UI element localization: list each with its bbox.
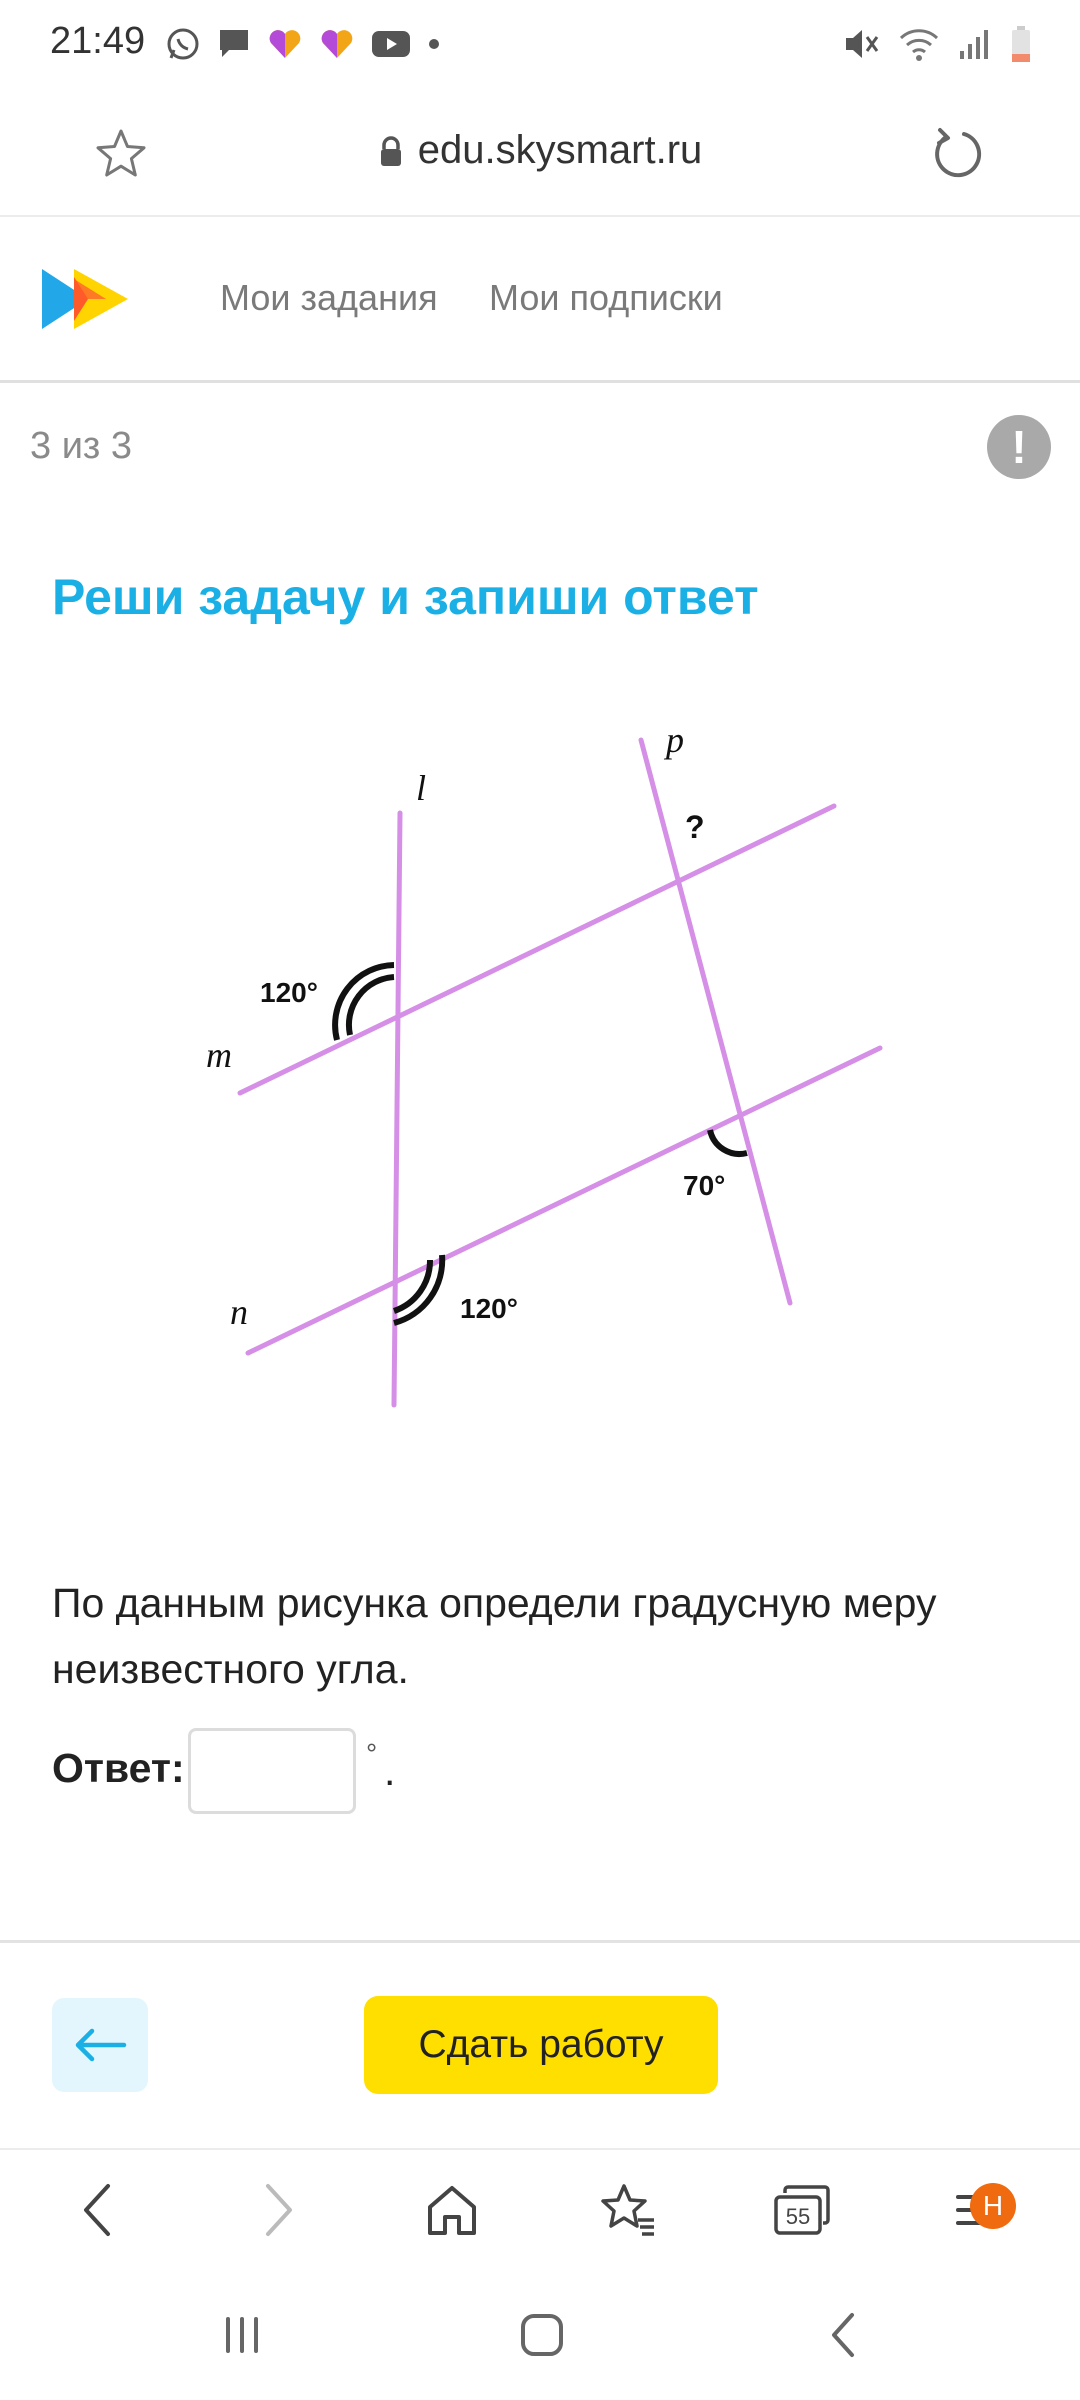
browser-tabs-button[interactable] — [752, 2160, 852, 2260]
whatsapp-icon — [165, 26, 201, 62]
line-n — [248, 1048, 880, 1353]
notification-icons — [165, 24, 441, 64]
back-button[interactable] — [52, 1998, 148, 2092]
browser-address-bar — [0, 90, 1080, 217]
url-text: edu.skysmart.ru — [417, 128, 703, 172]
status-bar — [0, 0, 1080, 90]
arc-top-left-inner — [349, 977, 394, 1035]
system-back-button[interactable] — [784, 2285, 904, 2385]
angle-label-bottom-right: 70° — [683, 1170, 726, 1201]
degree-symbol: ° — [366, 1738, 378, 1769]
system-icons — [842, 22, 1032, 66]
home-square-icon — [518, 2311, 566, 2359]
message-icon — [217, 27, 251, 61]
tabs-icon — [773, 2184, 831, 2236]
site-header — [0, 217, 1080, 383]
home-icon — [424, 2183, 480, 2237]
answer-input[interactable] — [188, 1728, 356, 1814]
browser-bookmarks-button[interactable] — [578, 2160, 678, 2260]
line-l — [394, 813, 400, 1405]
reload-icon[interactable] — [930, 126, 986, 182]
heart-app-icon — [267, 27, 303, 61]
url-field[interactable] — [0, 128, 1080, 173]
status-time: 21:49 — [50, 20, 146, 62]
browser-back-button[interactable] — [48, 2160, 148, 2260]
lock-icon — [378, 136, 404, 168]
chevron-right-icon — [258, 2182, 298, 2238]
arrow-left-icon — [72, 2027, 128, 2063]
divider — [0, 1940, 1080, 1943]
browser-home-button[interactable] — [402, 2160, 502, 2260]
heart-app-icon — [319, 27, 355, 61]
wifi-icon — [898, 26, 940, 62]
youtube-icon — [371, 29, 411, 59]
label-line-m: m — [206, 1035, 232, 1075]
answer-period: . — [384, 1748, 396, 1794]
line-p — [641, 740, 790, 1303]
mute-icon — [842, 25, 880, 63]
menu-icon-wrapper — [952, 2187, 1008, 2233]
browser-menu-button[interactable] — [930, 2160, 1030, 2260]
label-line-p: p — [666, 720, 684, 760]
answer-label: Ответ: — [52, 1745, 185, 1791]
submit-work-button[interactable]: Сдать работу — [364, 1996, 718, 2094]
browser-forward-button[interactable] — [228, 2160, 328, 2260]
recent-apps-icon — [220, 2313, 264, 2357]
label-line-l: l — [416, 768, 427, 808]
angle-label-unknown: ? — [685, 809, 705, 845]
back-chevron-icon — [826, 2311, 862, 2359]
nav-my-tasks[interactable]: Мои задания — [220, 277, 438, 318]
dot-icon — [427, 37, 441, 51]
browser-toolbar — [0, 2148, 1080, 2290]
angle-label-bottom-left: 120° — [460, 1293, 518, 1324]
nav-my-subscriptions[interactable]: Мои подписки — [489, 277, 723, 318]
line-m — [240, 806, 834, 1093]
geometry-figure — [180, 710, 900, 1430]
task-progress: 3 из 3 — [30, 425, 133, 467]
menu-notification-badge: H — [970, 2183, 1016, 2229]
home-button[interactable] — [482, 2285, 602, 2385]
recent-apps-button[interactable] — [182, 2285, 302, 2385]
battery-icon — [1010, 25, 1032, 63]
label-line-n: n — [230, 1292, 248, 1332]
signal-icon — [958, 27, 992, 61]
angle-label-top-left: 120° — [260, 977, 318, 1008]
arc-bottom-right — [710, 1130, 747, 1154]
chevron-left-icon — [78, 2182, 118, 2238]
task-question: По данным рисунка определи градусную меру неизвестного угла. — [52, 1580, 937, 1692]
skysmart-logo[interactable] — [40, 267, 130, 331]
task-title: Реши задачу и запиши ответ — [52, 569, 759, 625]
report-problem-icon[interactable]: ! — [987, 415, 1051, 479]
bookmark-star-icon — [598, 2182, 658, 2238]
tabs-count: 55 — [785, 2204, 811, 2229]
